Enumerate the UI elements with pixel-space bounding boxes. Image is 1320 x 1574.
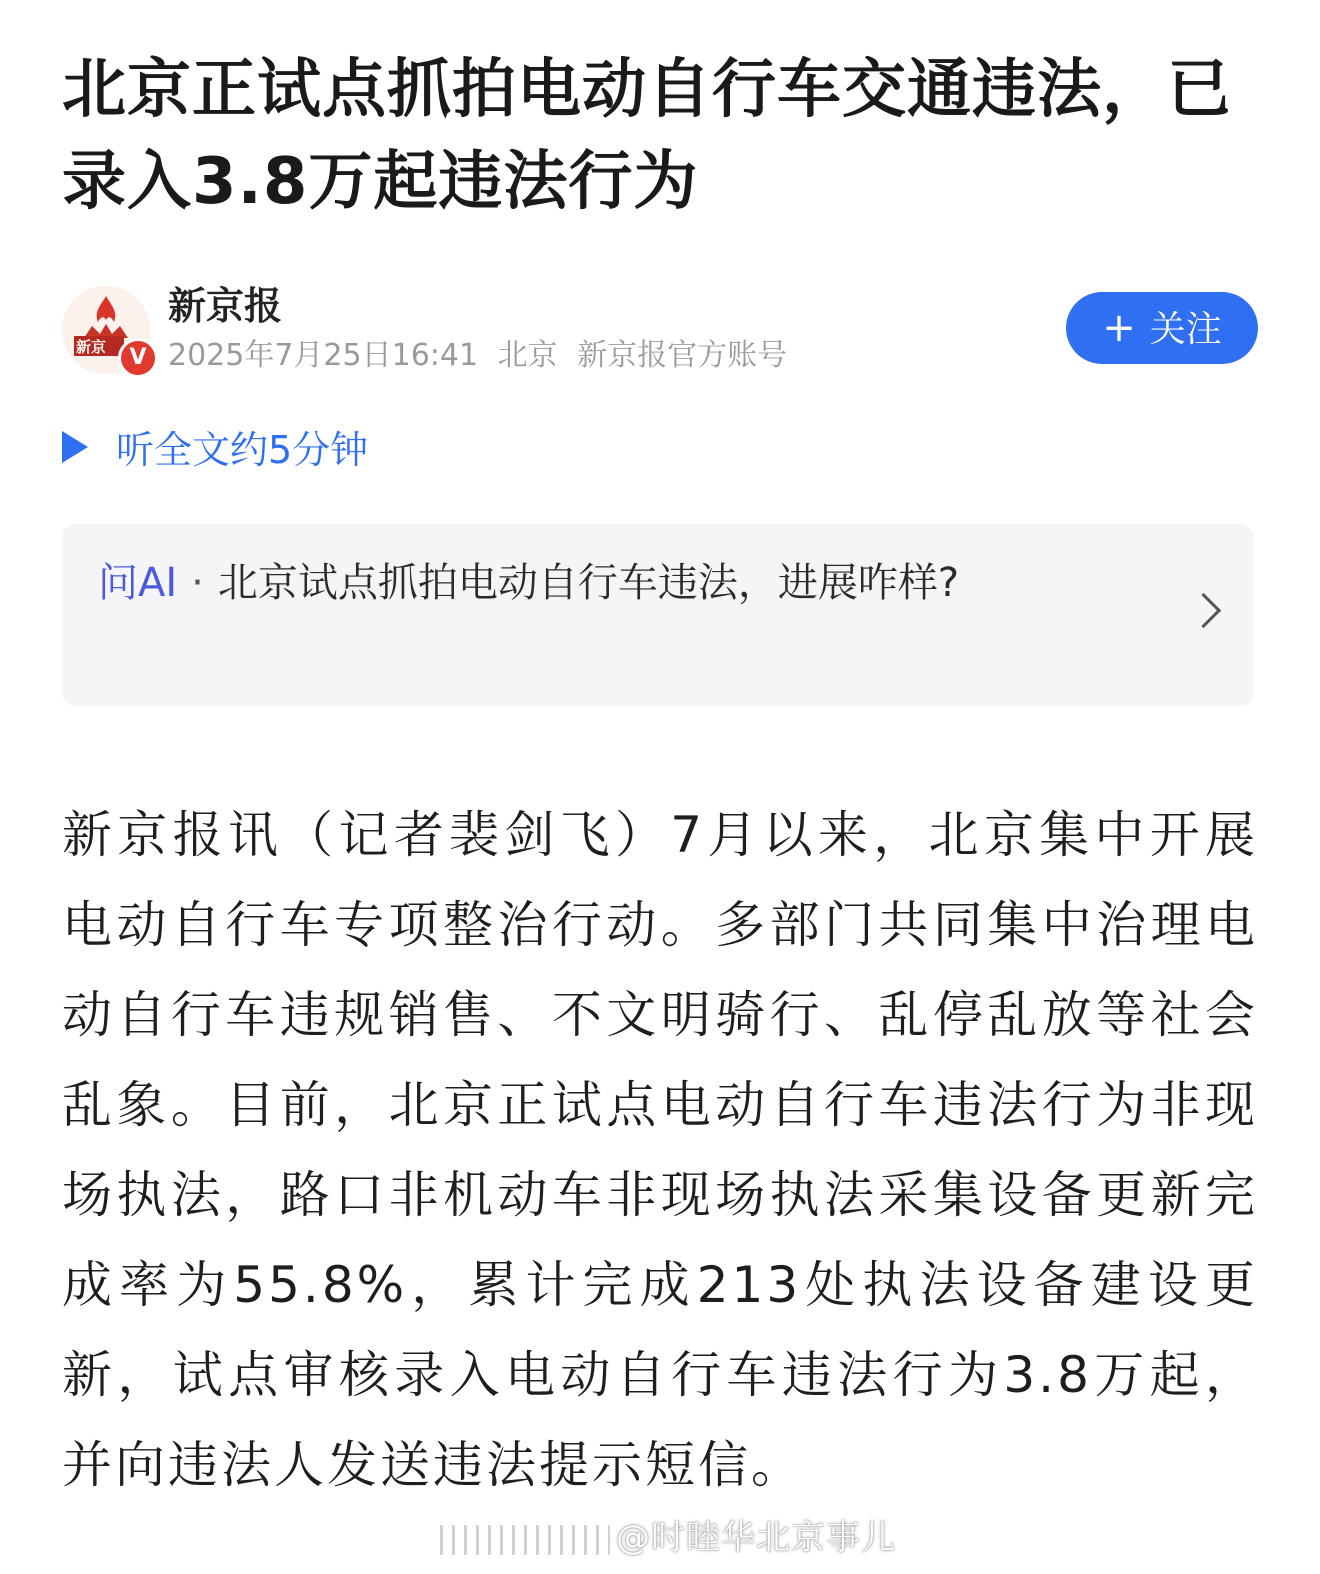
- listen-label: 听全文约5分钟: [116, 427, 369, 472]
- watermark-text: @时睦华北京事儿: [616, 1518, 896, 1558]
- article-title: 北京正试点抓拍电动自行车交通违法，已录入3.8万起违法行为: [62, 53, 1232, 219]
- ask-ai-label: 问AI: [98, 560, 178, 606]
- ask-ai-card[interactable]: [62, 524, 1254, 706]
- author-avatar[interactable]: [62, 286, 150, 374]
- ask-ai-text: [98, 550, 1078, 616]
- author-name[interactable]: 新京报: [168, 284, 283, 328]
- watermark-decoration: [440, 1525, 610, 1555]
- publish-timestamp: 2025年7月25日16:41: [168, 338, 479, 373]
- watermark: [440, 1516, 896, 1560]
- account-type: 新京报官方账号: [577, 338, 788, 373]
- follow-button[interactable]: [1066, 292, 1258, 364]
- verified-badge: V: [118, 338, 158, 378]
- author-row: [62, 282, 1258, 378]
- chevron-right-icon: [1186, 593, 1221, 628]
- author-meta: [168, 336, 797, 376]
- article-body: 新京报讯（记者裴剑飞）7月以来，北京集中开展电动自行车专项整治行动。多部门共同集中治理电动自行车违规销售、不文明骑行、乱停乱放等社会乱象。目前，北京正试点电动自行车违法行为非现场执法，路口非机动车非现场执法采集设备更新完成率为55.8%，累计完成213处执法设备建设更新，试点审核录入电动自行车违法行为3.8万起，并向违法人发送违法提示短信。: [62, 806, 1258, 1494]
- avatar-logo-text: 新京: [76, 338, 107, 356]
- play-icon: [62, 431, 88, 463]
- ask-ai-separator: ·: [191, 560, 204, 606]
- listen-full-article[interactable]: [62, 418, 368, 474]
- ask-ai-question: 北京试点抓拍电动自行车违法，进展咋样?: [217, 560, 960, 606]
- follow-button-label: 关注: [1149, 309, 1222, 350]
- publish-location: 北京: [497, 338, 558, 373]
- plus-icon: +: [1102, 305, 1136, 351]
